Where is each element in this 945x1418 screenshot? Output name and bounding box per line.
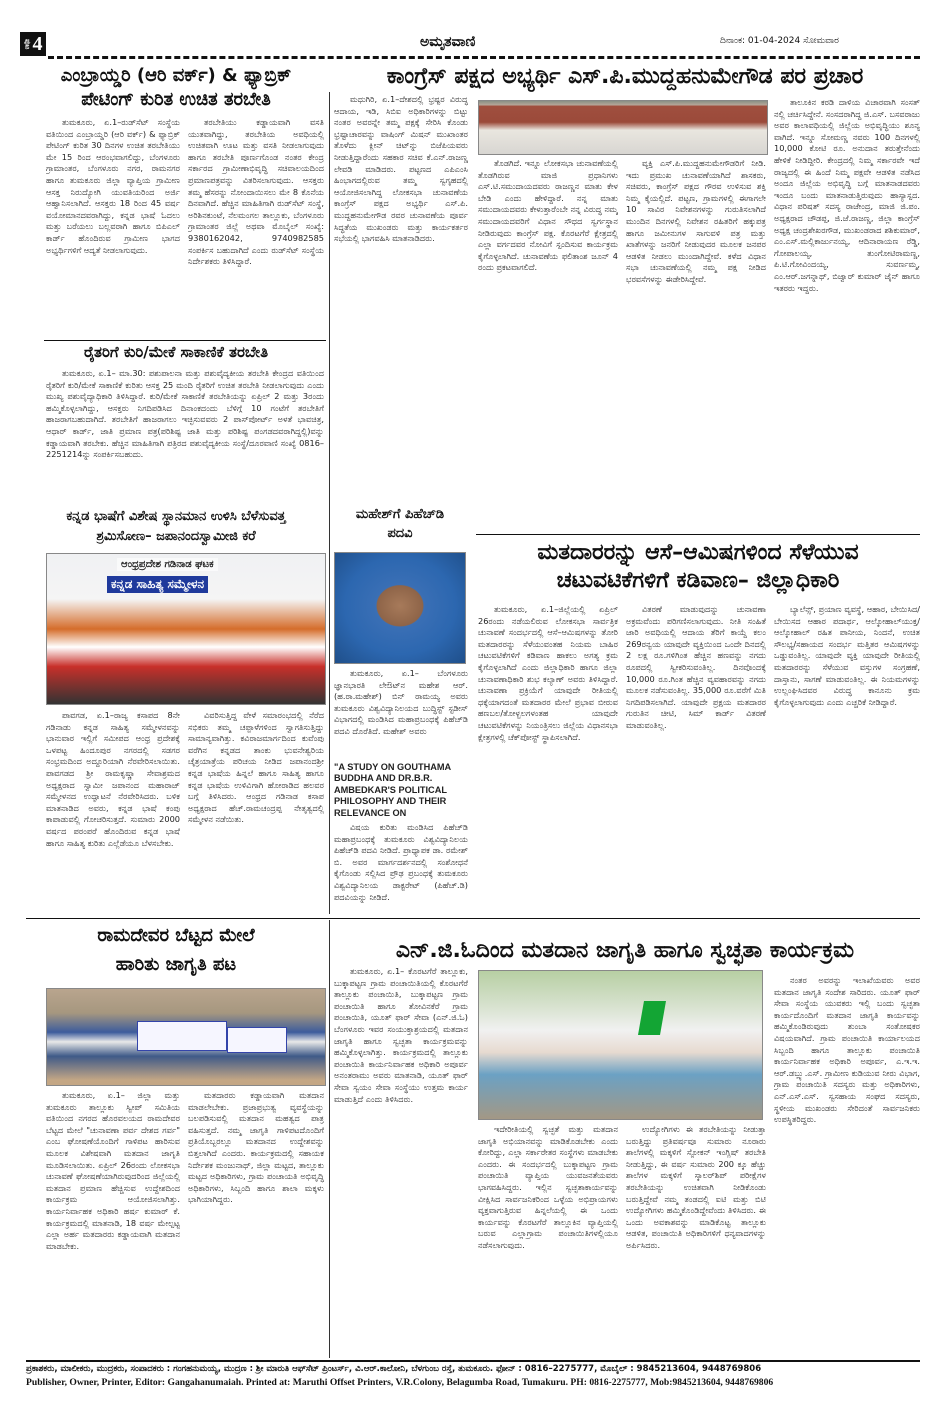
- voters-col3-text: ಬ್ಯಾಲೆನ್ಸ್, ಪ್ರಯಾಣ ವ್ಯವಸ್ಥೆ, ಆಹಾರ, ಬೇಯಿಸಿದ/ ಬೇಯಿಸದ ಆಹಾರ ಪದಾರ್ಥ, ಆಲ್ಕೋಹಾಲ್‌ಯುಕ್ತ/ ಆಲ್ಕೋಹಾಲ್ ರಹಿತ ಪಾನೀಯ, ನಿಂದನೆ, ಉಚಿತ ಸೌಲಭ್ಯ/ಸಹಾಯದ ಸಂದರ್ಭ ಮತ್ತಿತರ ಆಮಿಷಗಳನ್ನು ಒಡ್ಡುವಂತಿಲ್ಲ. ಯಾವುದೇ ವ್ಯಕ್ತಿ ಯಾವುದೇ ರೀತಿಯಲ್ಲಿ ಮತದಾರರನ್ನು ಸೆಳೆಯುವ ವಸ್ತುಗಳ ಸಂಗ್ರಹಣೆ, ದಾಸ್ತಾನು, ಸಾಗಣೆ ಮಾಡುವಂತಿಲ್ಲ. ಈ ನಿಯಮಗಳನ್ನು ಉಲ್ಲಂಘಿಸಿದವರ ವಿರುದ್ಧ ಕಾನೂನು ಕ್ರಮ ಕೈಗೊಳ್ಳಲಾಗುವುದು ಎಂದು ಎಚ್ಚರಿಕೆ ನೀಡಿದ್ದಾರೆ.: [774, 604, 920, 707]
- column-divider: [329, 92, 330, 914]
- voters-col2-text: ವಿತರಣೆ ಮಾಡುವುದನ್ನು ಚುನಾವಣಾ ಅಕ್ರಮವೆಂದು ಪರಿಗಣಿಸಲಾಗುವುದು. ನೀತಿ ಸಂಹಿತೆ ಜಾರಿ ಅವಧಿಯಲ್ಲಿ ಆದಾಯ ತೆರಿಗೆ ಕಾಯ್ದೆ ಕಲಂ 269ರನ್ವಯ ಯಾವುದೇ ವ್ಯಕ್ತಿಯಿಂದ ಒಂದೇ ದಿನದಲ್ಲಿ 2 ಲಕ್ಷ ರೂ.ಗಳಿಗಿಂತ ಹೆಚ್ಚಿನ ಹಣವನ್ನು ನಗದು ರೂಪದಲ್ಲಿ ಸ್ವೀಕರಿಸುವಂತಿಲ್ಲ. ದಿನವೊಂದಕ್ಕೆ 10,000 ರೂ.ಗಿಂತ ಹೆಚ್ಚಿನ ವ್ಯವಹಾರವನ್ನು ನಗದು ಮೂಲಕ ನಡೆಸುವಂತಿಲ್ಲ. 35,000 ರೂ.ವರೆಗೆ ಮಿತಿ ನಿಗದಿಪಡಿಸಲಾಗಿದೆ. ಯಾವುದೇ ಪ್ರಕ್ಷಯ ಮತದಾರರ ಗುರುತಿನ ಚೀಟಿ, ಸಿಮ್ ಕಾರ್ಡ್ ವಿತರಣೆ ಮಾಡುವಂತಿಲ್ಲ.: [626, 604, 766, 730]
- voters-body-col2: [626, 604, 766, 912]
- footer-imprint-english: Publisher, Owner, Printer, Editor: Gangahanumaiah. Printed at: Maruthi Offset Printers, V.R.Colony, Belagumba Road, Tumakuru. PH: 0816-2275777, Mob:9845213604, 9448769806: [26, 1377, 774, 1388]
- mahesh-portrait-photo: [334, 552, 466, 664]
- voters-headline-2: ಚಟುವಟಿಕೆಗಳಿಗೆ ಕಡಿವಾಣ– ಜಿಲ್ಲಾಧಿಕಾರಿ: [556, 568, 840, 593]
- mahesh-body-1-text: ತುಮಕೂರು, ಏ.1– ಬೆಂಗಳೂರು ಜ್ಞಾನಭಾರತಿ ಲೇಔಟ್‌ನ ಮಹೇಶ ಆರ್. (ಹ.ರಾ.ಮಹೇಶ್) ಬಿನ್ ರಾಮಯ್ಯ ಅವರು ತುಮಕೂರು ವಿಶ್ವವಿದ್ಯಾನಿಲಯದ ಬುದ್ಧಿಸ್ಟ್ ಸ್ಟಡೀಸ್ ವಿಭಾಗದಲ್ಲಿ ಮಂಡಿಸಿದ ಮಹಾಪ್ರಬಂಧಕ್ಕೆ ಪಿಹೆಚ್‌ಡಿ ಪದವಿ ದೊರೆತಿದೆ. ಮಹೇಶ್ ಅವರು: [334, 668, 468, 736]
- page-number: 4: [32, 32, 43, 55]
- masthead-rule: [48, 56, 920, 59]
- kite-headline-1: ರಾಮದೇವರ ಬೆಟ್ಟದ ಮೇಲೆ: [97, 925, 255, 946]
- congress-rally-photo: [478, 100, 768, 155]
- kite-col1-text: ತುಮಕೂರು, ಏ.1– ಜಿಲ್ಲಾ ಮತ್ತು ತುಮಕೂರು ತಾಲ್ಲೂಕು ಸ್ವೀಪ್ ಸಮಿತಿಯ ವತಿಯಿಂದ ನಗರದ ಹೊರವಲಯದ ರಾಮದೇವರ ಬೆಟ್ಟದ ಮೇಲೆ "ಚುನಾವಣಾ ಪರ್ವ ದೇಶದ ಗರ್ವ" ಎಂಬ ಘೋಷಣೆಯೊಂದಿಗೆ ಗಾಳಿಪಟ ಹಾರಿಸುವ ಮೂಲಕ ವಿಶೇಷವಾಗಿ ಮತದಾನ ಜಾಗೃತಿ ಮೂಡಿಸಲಾಯಿತು. ಏಪ್ರಿಲ್ 26ರಂದು ಲೋಕಸಭಾ ಚುನಾವಣೆ ಘೋಷಣೆಯಾಗಿರುವುದರಿಂದ ಜಿಲ್ಲೆಯಲ್ಲಿ ಮತದಾನ ಪ್ರಮಾಣ ಹೆಚ್ಚಿಸುವ ಉದ್ದೇಶದಿಂದ ಕಾರ್ಯಕ್ರಮ ಆಯೋಜಿಸಲಾಗಿತ್ತು. ಕಾರ್ಯನಿರ್ವಾಹಕ ಅಧಿಕಾರಿ ಹರ್ಷ ಕುಮಾರ್ ಕೆ. ಕಾರ್ಯಕ್ರಮದಲ್ಲಿ ಮಾತನಾಡಿ, 18 ವರ್ಷ ಮೇಲ್ಪಟ್ಟ ಎಲ್ಲಾ ಅರ್ಹ ಮತದಾರರು ಕಡ್ಡಾಯವಾಗಿ ಮತದಾನ ಮಾಡಬೇಕು.: [46, 1090, 180, 1251]
- mahesh-headline-2: ಪದವಿ: [387, 526, 413, 541]
- photo-banner-ghataka: ಆಂಧ್ರಪ್ರದೇಶ ಗಡಿನಾಡ ಘಟಕ: [117, 558, 218, 571]
- congress-headline: ಕಾಂಗ್ರೆಸ್ ಪಕ್ಷದ ಅಭ್ಯರ್ಥಿ ಎಸ್.ಪಿ.ಮುದ್ದಹನುಮೇಗೌಡ ಪರ ಪ್ರಚಾರ: [386, 64, 864, 89]
- congress-body-col1: [334, 94, 468, 504]
- footer-rule: [26, 1360, 920, 1362]
- congress-col4-text: ತಾಲೂಕಿನ ಕರಡಿ ದಾಳಿಯ ವಿಚಾರವಾಗಿ ಸಂಸತ್ ನಲ್ಲಿ ಚರ್ಚಿಸಿದ್ದೇನೆ. ಸಂಸದರಾಗಿದ್ದ ಜಿ.ಎಸ್. ಬಸವರಾಜು ಅವರ ಕಾಲಾವಧಿಯಲ್ಲಿ ಜಿಲ್ಲೆಯ ಅಭಿವೃದ್ಧಿಯು ಶೂನ್ಯ ವಾಗಿದೆ. ಇನ್ನೂ ಸೋಮಣ್ಣ ನವರು 100 ದಿನಗಳಲ್ಲಿ 10,000 ಕೋಟಿ ರೂ. ಅನುದಾನ ತರುತ್ತೇನೆಂದು ಹೇಳಿಕೆ ನೀಡಿದ್ದೀರಿ. ಕೇಂದ್ರದಲ್ಲಿ ನಿಮ್ಮ ಸರ್ಕಾರವೇ ಇದೆ ರಾಜ್ಯದಲ್ಲಿ ಈ ಹಿಂದೆ ನಿಮ್ಮ ಪಕ್ಷವೇ ಆಡಳಿತ ನಡೆಸಿದ ಅಂದೂ ಜಿಲ್ಲೆಯ ಅಭಿವೃದ್ಧಿ ಬಗ್ಗೆ ಮಾತನಾಡದವರು ಇಂದೂ ಬಂದು ಮಾತನಾಡುತ್ತಿರುವುದು ಹಾಸ್ಯಾಸ್ಪದ. ವಿಧಾನ ಪರಿಷತ್ ಸದಸ್ಯ ರಾಜೇಂದ್ರ, ಮಾಜಿ ಜಿ.ಪಂ. ಅಧ್ಯಕ್ಷರಾದ ಚೌಡಪ್ಪ, ಜಿ.ಜೆ.ರಾಜಣ್ಣ, ಜಿಲ್ಲಾ ಕಾಂಗ್ರೆಸ್ ಅಧ್ಯಕ್ಷ ಚಂದ್ರಶೇಖರಗೌಡ, ಮುಖಂಡರಾದ ಶಶಿಕುಮಾರ್, ಎಂ.ಎಸ್.ಮಲ್ಲಿಕಾರ್ಜುನಯ್ಯ, ಆದಿನಾರಾಯಣ ರೆಡ್ಡಿ, ಗೋಪಾಲಯ್ಯ, ತುಂಗೋಟಿರಾಮಣ್ಣ, ಪಿ.ಟಿ.ಗೋವಿಂದಯ್ಯ, ಸುವರ್ಣಮ್ಮ, ಎಂ.ಆರ್.ಜಗನ್ನಾಥ್, ಬಿಜ್ವಾರ್ ಕುಮಾರ್ ಜೈನ್ ಹಾಗೂ ಇತರರು ಇದ್ದರು.: [774, 97, 920, 293]
- voters-headline-1: ಮತದಾರರನ್ನು ಆಸೆ–ಆಮಿಷಗಳಿಂದ ಸೆಳೆಯುವ: [537, 540, 859, 565]
- congress-col3-text: ವ್ಯಕ್ತಿ ಎಸ್.ಪಿ.ಮುದ್ದಹನುಮೇಗೌಡರಿಗೆ ನೀಡಿ. ಇದು ಪ್ರಮುಖ ಚುನಾವಣೆಯಾಗಿದೆ ಶಾಸಕರು, ಸಚಿವರು, ಕಾಂಗ್ರೆಸ್ ಪಕ್ಷದ ಗೌರವ ಉಳಿಸುವ ಶಕ್ತಿ ನಿಮ್ಮ ಕೈಯಲ್ಲಿದೆ. ಪಟ್ಟಣ, ಗ್ರಾಮಗಳಲ್ಲಿ ಈಗಾಗಲೇ 10 ಸಾವಿರ ನಿವೇಶನಗಳನ್ನು ಗುರುತಿಸಲಾಗಿದೆ ಮುಂದಿನ ದಿನಗಳಲ್ಲಿ ನಿವೇಶನ ರಹಿತರಿಗೆ ಹಕ್ಕುಪತ್ರ ಹಾಗೂ ಜಮೀನುಗಳ ಸಾಗುವಳಿ ಪತ್ರ ಮತ್ತು ಖಾತೆಗಳನ್ನು ಜನರಿಗೆ ನೀಡುವುದರ ಮೂಲಕ ಜನಪರ ಆಡಳಿತ ನೀಡಲು ಮುಂದಾಗಿದ್ದೇವೆ. ಕಳೆದ ವಿಧಾನ ಸಭಾ ಚುನಾವಣೆಯಲ್ಲಿ ನಮ್ಮ ಪಕ್ಷ ನೀಡಿದ ಭರವಸೆಗಳನ್ನು ಈಡೇರಿಸಿದ್ದೇವೆ.: [626, 158, 766, 284]
- congress-body-col2: [478, 158, 618, 530]
- mahesh-body-2: [334, 822, 468, 914]
- kite-body-col2: [188, 1090, 324, 1356]
- paper-name: ಅಮೃತವಾಣಿ: [420, 34, 476, 50]
- ngo-col3-text: ಉದ್ಯೋಗಿಗಳು ಈ ತರಬೇತಿಯನ್ನು ನೀಡುತ್ತಾ ಬರುತ್ತಿದ್ದು ಪ್ರತಿವರ್ಷವೂ ಸುಮಾರು ನೂರಾರು ಶಾಲೆಗಳಲ್ಲಿ ಮಕ್ಕಳಿಗೆ ಸ್ಪೋಕನ್ ಇಂಗ್ಲಿಷ್ ತರಬೇತಿ ನೀಡುತ್ತಿದ್ದು, ಈ ವರ್ಷ ಸುಮಾರು 200 ಕ್ಕೂ ಹೆಚ್ಚು ಶಾಲೆಗಳ ಮಕ್ಕಳಿಗೆ ಸ್ಕಾಲರ್‌ಶಿಪ್ ಪರೀಕ್ಷೆಗಳ ತರಬೇತಿಯನ್ನು ಉಚಿತವಾಗಿ ನೀಡಿಕೊಂಡು ಬರುತ್ತಿದ್ದೇವೆ ನಮ್ಮ ತಂಡದಲ್ಲಿ ಐಟಿ ಮತ್ತು ಬಿಟಿ ಉದ್ಯೋಗಿಗಳು ಹಮ್ಮಿಕೊಂಡಿದ್ದೇವೆಂದು ತಿಳಿಸಿದರು. ಈ ಒಂದು ಅವಕಾಶವನ್ನು ಮಾಡಿಕೊಟ್ಟ ತಾಲ್ಲೂಕು ಆಡಳಿತ, ಪಂಚಾಯಿತಿ ಅಧಿಕಾರಿಗಳಿಗೆ ಧನ್ಯವಾದಗಳನ್ನು ಅರ್ಪಿಸಿದರು.: [626, 1124, 766, 1250]
- embroidery-headline-2: ಪೇಟಿಂಗ್ ಕುರಿತ ಉಚಿತ ತರಬೇತಿ: [81, 89, 271, 110]
- embroidery-headline-1: ಎಂಬ್ರಾಯ್ಡರಿ (ಆರಿ ವರ್ಕ್) & ಫ್ಯಾಬ್ರಿಕ್: [60, 65, 292, 86]
- ngo-flag-off-photo: [478, 970, 763, 1120]
- mahesh-thesis-title: "A STUDY ON GOUTHAMA BUDDHA AND DR.B.R. AMBEDKAR'S POLITICAL PHILOSOPHY AND THEIR RELEVANCE ON: [334, 762, 451, 818]
- sheep-body-text: ತುಮಕೂರು, ಏ.1– ಮಾ.30: ಪಶುಪಾಲನಾ ಮತ್ತು ಪಶುವೈದ್ಯಕೀಯ ತರಬೇತಿ ಕೇಂದ್ರದ ವತಿಯಿಂದ ರೈತರಿಗೆ ಕುರಿ/ಮೇಕೆ ಸಾಕಾಣಿಕೆ ಕುರಿತು ಆಸಕ್ತ 25 ಮಂದಿ ರೈತರಿಗೆ ಉಚಿತ ತರಬೇತಿ ನೀಡಲಾಗುವುದು ಎಂದು ಮುಖ್ಯ ಪಶುವೈದ್ಯಾಧಿಕಾರಿ ತಿಳಿಸಿದ್ದಾರೆ. ಕುರಿ/ಮೇಕೆ ಸಾಕಾಣಿಕೆ ತರಬೇತಿಯನ್ನು ಏಪ್ರಿಲ್ 2 ಮತ್ತು 3ರಂದು ಹಮ್ಮಿಕೊಳ್ಳಲಾಗಿದ್ದು, ಆಸಕ್ತರು ನಿಗದಿಪಡಿಸಿದ ದಿನಾಂಕದಂದು ಬೆಳಿಗ್ಗೆ 10 ಗಂಟೆಗೆ ತರಬೇತಿಗೆ ಹಾಜರಾಗಬಹುದಾಗಿದೆ. ತರಬೇತಿಗೆ ಹಾಜರಾಗಲು ಇಚ್ಛಿಸುವವರು 2 ಪಾಸ್‌ಪೋರ್ಟ್ ಅಳತೆ ಭಾವಚಿತ್ರ, ಆಧಾರ್ ಕಾರ್ಡ್, ಜಾತಿ ಪ್ರಮಾಣ ಪತ್ರ(ಪರಿಶಿಷ್ಟ ಜಾತಿ ಮತ್ತು ಪರಿಶಿಷ್ಟ ಪಂಗಡದವರಾಗಿದ್ದಲ್ಲಿ)ವನ್ನು ಕಡ್ಡಾಯವಾಗಿ ತರಬೇಕು. ಹೆಚ್ಚಿನ ಮಾಹಿತಿಗಾಗಿ ಪತ್ರಿರದ ಪಶುವೈದ್ಯಕೀಯ ಸಂಸ್ಥೆ/ದೂರವಾಣಿ ಸಂಖ್ಯೆ 0816–2251214ನ್ನು ಸಂಪರ್ಕಿಸಬಹುದು.: [46, 368, 324, 460]
- embroidery-col1-text: ತುಮಕೂರು, ಏ.1–ರುಡ್‌ಸೆಟ್ ಸಂಸ್ಥೆಯ ವತಿಯಿಂದ ಎಂಬ್ರಾಯ್ಡರಿ (ಆರಿ ವರ್ಕ್) & ಫ್ಯಾಬ್ರಿಕ್ ಪೇಟಿಂಗ್ ಕುರಿತ 30 ದಿನಗಳ ಉಚಿತ ತರಬೇತಿಯು ಮೇ 15 ರಿಂದ ಆರಂಭವಾಗಲಿದ್ದು, ಬೆಂಗಳೂರು ಗ್ರಾಮಾಂತರ, ಬೆಂಗಳೂರು ನಗರ, ರಾಮನಗರ ಹಾಗೂ ತುಮಕೂರು ಜಿಲ್ಲಾ ವ್ಯಾಪ್ತಿಯ ಗ್ರಾಮೀಣ ಆಸಕ್ತ ನಿರುದ್ಯೋಗಿ ಯುವತಿಯರಿಂದ ಅರ್ಜಿ ಆಹ್ವಾನಿಸಲಾಗಿದೆ. ಆಸಕ್ತರು 18 ರಿಂದ 45 ವರ್ಷ ವಯೋಮಾನದವರಾಗಿದ್ದು, ಕನ್ನಡ ಭಾಷೆ ಓದಲು ಮತ್ತು ಬರೆಯಲು ಬಲ್ಲವರಾಗಿ ಹಾಗೂ ಬಿಪಿಎಲ್ ಕಾರ್ಡ್ ಹೊಂದಿರುವ ಗ್ರಾಮೀಣ ಭಾಗದ ಅಭ್ಯರ್ಥಿಗಳಿಗೆ ಆದ್ಯತೆ ನೀಡಲಾಗುವುದು.: [46, 117, 180, 255]
- kannada-status-headline-1: ಕನ್ನಡ ಭಾಷೆಗೆ ವಿಶೇಷ ಸ್ಥಾನಮಾನ ಉಳಿಸಿ ಬೆಳೆಸುವತ್ತ: [66, 509, 286, 524]
- voters-col1-text: ತುಮಕೂರು, ಏ.1–ಜಿಲ್ಲೆಯಲ್ಲಿ ಏಪ್ರಿಲ್ 26ರಂದು ನಡೆಯಲಿರುವ ಲೋಕಸಭಾ ಸಾರ್ವತ್ರಿಕ ಚುನಾವಣೆ ಸಂದರ್ಭದಲ್ಲಿ ಆಸೆ–ಆಮಿಷಗಳನ್ನು ತೋರಿ ಮತದಾರರನ್ನು ಸೆಳೆಯುವಂತಹ ನಿಯಮ ಬಾಹಿರ ಚಟುವಟಿಕೆಗಳಿಗೆ ಕಡಿವಾಣ ಹಾಕಲು ಅಗತ್ಯ ಕ್ರಮ ಕೈಗೊಳ್ಳಲಾಗಿದೆ ಎಂದು ಜಿಲ್ಲಾಧಿಕಾರಿ ಹಾಗೂ ಜಿಲ್ಲಾ ಚುನಾವಣಾಧಿಕಾರಿ ಶುಭ ಕಲ್ಯಾಣ್ ಅವರು ತಿಳಿಸಿದ್ದಾರೆ. ಚುನಾವಣಾ ಪ್ರಕ್ರಿಯೆಗೆ ಯಾವುದೇ ರೀತಿಯಲ್ಲಿ ಧಕ್ಕೆಯಾಗದಂತೆ ಮತದಾರರ ಮೇಲೆ ಪ್ರಭಾವ ಬೀರುವ ಹಣಬಲ/ತೋಳ್ಬಲಗಳಂತಹ ಯಾವುದೇ ಚಟುವಟಿಕೆಗಳನ್ನು ನಿಯಂತ್ರಿಸಲು ಜಿಲ್ಲೆಯ ವಿಧಾನಸಭಾ ಕ್ಷೇತ್ರಗಳಲ್ಲಿ ಚೆಕ್‌ಪೋಸ್ಟ್ ಸ್ಥಾಪಿಸಲಾಗಿದೆ.: [478, 604, 618, 742]
- voters-body-col3: [774, 604, 920, 912]
- embroidery-col2-text: ತರಬೇತಿಯು ಕಡ್ಡಾಯವಾಗಿ ವಸತಿ ಯುತವಾಗಿದ್ದು, ತರಬೇತಿಯ ಅವಧಿಯಲ್ಲಿ ಉಚಿತವಾಗಿ ಊಟ ಮತ್ತು ವಸತಿ ನೀಡಲಾಗುವುದು ಹಾಗೂ ತರಬೇತಿ ಪೂರ್ಣಗೊಂಡ ನಂತರ ಕೇಂದ್ರ ಸರ್ಕಾರದ ಗ್ರಾಮೀಣಾಭಿವೃದ್ಧಿ ಸಚಿವಾಲಯದಿಂದ ಪ್ರಮಾಣಪತ್ರವನ್ನು ವಿತರಿಸಲಾಗುವುದು. ಆಸಕ್ತರು ತಮ್ಮ ಹೆಸರನ್ನು ನೋಂದಾಯಿಸಲು ಮೇ 8 ಕೊನೆಯ ದಿನವಾಗಿದೆ. ಹೆಚ್ಚಿನ ಮಾಹಿತಿಗಾಗಿ ರುಡ್‌ಸೆಟ್ ಸಂಸ್ಥೆ, ಅರಿಶಿನಕುಂಟೆ, ನೆಲಮಂಗಲ ತಾಲ್ಲೂಕು, ಬೆಂಗಳೂರು ಗ್ರಾಮಾಂತರ ಜಿಲ್ಲೆ ಅಥವಾ ಮೊಬೈಲ್ ಸಂಖ್ಯೆ: 9380162042, 9740982585 ಸಂಪರ್ಕಿಸ ಬಹುದಾಗಿದೆ ಎಂದು ರುಡ್‌ಸೆಟ್ ಸಂಸ್ಥೆಯ ನಿರ್ದೇಶಕರು ತಿಳಿಸಿದ್ದಾರೆ.: [188, 117, 324, 267]
- mahesh-body-1: [334, 668, 468, 760]
- ngo-body-col1: [334, 966, 468, 1356]
- date-line: ದಿನಾಂಕ: 01-04-2024 ಸೋಮವಾರ: [720, 36, 839, 46]
- kannada-status-body-col2: [188, 710, 324, 915]
- divider: [476, 534, 920, 535]
- kannada-status-body-col1: [46, 710, 180, 915]
- green-flag-icon: [638, 1001, 666, 1035]
- embroidery-body-col2: [188, 117, 324, 335]
- ngo-body-col2: [478, 1124, 618, 1356]
- mahesh-body-2-text: ವಿಷಯ ಕುರಿತು ಮಂಡಿಸಿದ ಪಿಹೆಚ್‌ಡಿ ಮಹಾಪ್ರಬಂಧಕ್ಕೆ ತುಮಕೂರು ವಿಶ್ವವಿದ್ಯಾನಿಲಯ ಪಿಹೆಚ್‌ಡಿ ಪದವಿ ನೀಡಿದೆ. ಪ್ರಾಧ್ಯಾಪಕ ಡಾ. ರಮೇಶ್ ಬಿ. ಅವರ ಮಾರ್ಗದರ್ಶನದಲ್ಲಿ ಸಂಶೋಧನೆ ಕೈಗೊಂಡು ಸಲ್ಲಿಸಿದ ಪ್ರೌಢ ಪ್ರಬಂಧಕ್ಕೆ ತುಮಕೂರು ವಿಶ್ವವಿದ್ಯಾನಿಲಯ ಡಾಕ್ಟರೇಟ್ (ಪಿಹೆಚ್.ಡಿ) ಪದವಿಯನ್ನು ನೀಡಿದೆ.: [334, 822, 468, 902]
- kannada-status-headline-2: ಶ್ರಮಿಸೋಣ– ಜಪಾನಂದಸ್ವಾಮೀಜಿ ಕರೆ: [96, 529, 256, 544]
- sheep-headline: ರೈತರಿಗೆ ಕುರಿ/ಮೇಕೆ ಸಾಕಾಣಿಕೆ ತರಬೇತಿ: [83, 343, 269, 361]
- congress-body-col3: [626, 158, 766, 530]
- kite-awareness-photo: [46, 988, 326, 1086]
- mahesh-headline-1: ಮಹೇಶ್‌ಗೆ ಪಿಹೆಚ್‌ಡಿ: [355, 507, 445, 522]
- footer-imprint-kannada: ಪ್ರಕಾಶಕರು, ಮಾಲೀಕರು, ಮುದ್ರಕರು, ಸಂಪಾದಕರು : ಗಂಗಹನುಮಯ್ಯ, ಮುದ್ರಣ : ಶ್ರೀ ಮಾರುತಿ ಆಫ್‌ಸೆಟ್ ಪ್ರಿಂಟರ್ಸ್, ವಿ.ಆರ್.ಕಾಲೋನಿ, ಬೆಳಗುಂಬ ರಸ್ತೆ, ತುಮಕೂರು. ಫೋನ್ : 0816–2275777, ಮೊಬೈಲ್ : 9845213604, 9448769806: [26, 1364, 762, 1374]
- voters-body-col1: [478, 604, 618, 912]
- ngo-col2-text: ಇದೇರೀತಿಯಲ್ಲಿ ಸ್ವಚ್ಛತೆ ಮತ್ತು ಮತದಾನ ಜಾಗೃತಿ ಅಭಿಯಾನವನ್ನು ಮಾಡಿಕೊಡಬೇಕು ಎಂದು ಕೋರಿದ್ದು, ಎಲ್ಲಾ ಸರ್ಕಾರೇತರ ಸಂಸ್ಥೆಗಳು ಮಾಡಬೇಕು ಎಂದರು. ಈ ಸಂದರ್ಭದಲ್ಲಿ ಬುಕ್ಕಾಪಟ್ಟಣ ಗ್ರಾಮ ಪಂಚಾಯಿತಿ ವ್ಯಾಪ್ತಿಯ ಯುವಜನತೆಯವರು ಭಾಗವಹಿಸಿದ್ದರು. ಇಲ್ಲಿನ ಸ್ವಚ್ಛತಾಕಾರ್ಯವನ್ನು ವೀಕ್ಷಿಸಿದ ಸಾರ್ವಜನಿಕರಿಂದ ಒಳ್ಳೆಯ ಅಭಿಪ್ರಾಯಗಳು ವ್ಯಕ್ತವಾಗುತ್ತಿರುವ ಹಿನ್ನಲೆಯಲ್ಲಿ ಈ ಒಂದು ಕಾರ್ಯವನ್ನು ಕೊರಟಗೆರೆ ತಾಲ್ಲೂಕಿನ ವ್ಯಾಪ್ತಿಯಲ್ಲಿ ಬರುವ ಎಲ್ಲಾಗ್ರಾಮ ಪಂಚಾಯಿತಿಗಳಲ್ಲಿಯೂ ನಡೆಸಲಾಗುವುದು.: [478, 1124, 618, 1250]
- ngo-col1-text: ತುಮಕೂರು, ಏ.1– ಕೊರಟಗೆರೆ ತಾಲ್ಲೂಕು, ಬುಕ್ಕಾಪಟ್ಟಣ ಗ್ರಾಮ ಪಂಚಾಯಿತಿಯಲ್ಲಿ ಕೊರಟಗೆರೆ ತಾಲ್ಲೂಕು ಪಂಚಾಯಿತಿ, ಬುಕ್ಕಾಪಟ್ಟಣ ಗ್ರಾಮ ಪಂಚಾಯಿತಿ ಹಾಗೂ ತೋವಿನಕೆರೆ ಗ್ರಾಮ ಪಂಚಾಯಿತಿ, ಯೂತ್ ಫಾರ್ ಸೇವಾ (ಎನ್.ಜಿ.ಓ) ಬೆಂಗಳೂರು ಇವರ ಸಂಯುಕ್ತಾಶ್ರಯದಲ್ಲಿ ಮತದಾನ ಜಾಗೃತಿ ಹಾಗೂ ಸ್ವಚ್ಛತಾ ಕಾರ್ಯಕ್ರಮವನ್ನು ಹಮ್ಮಿಕೊಳ್ಳಲಾಗಿತ್ತು. ಕಾರ್ಯಕ್ರಮದಲ್ಲಿ ತಾಲ್ಲೂಕು ಪಂಚಾಯಿತಿ ಕಾರ್ಯನಿರ್ವಾಹಕ ಅಧಿಕಾರಿ ಅಪೂರ್ವ ಅನಂತರಾಮು ಅವರು ಮಾತನಾಡಿ, ಯೂತ್ ಫಾರ್ ಸೇವಾ ಸ್ವಯಂ ಸೇವಾ ಸಂಸ್ಥೆಯು ಉತ್ತಮ ಕಾರ್ಯ ಮಾಡುತ್ತಿದೆ ಎಂದು ತಿಳಿಸಿದರು.: [334, 966, 468, 1104]
- divider: [26, 918, 920, 919]
- divider: [44, 340, 326, 341]
- embroidery-body-col1: [46, 117, 180, 335]
- awareness-banner: [227, 1027, 287, 1053]
- award-ceremony-photo: [46, 553, 326, 705]
- photo-banner-sammelana: ಕನ್ನಡ ಸಾಹಿತ್ಯ ಸಮ್ಮೇಳನ: [107, 576, 208, 593]
- kite-body-col1: [46, 1090, 180, 1356]
- congress-col2-text: ತೊಡಗಿದೆ. ಇನ್ನೂ ಲೋಕಸಭಾ ಚುನಾವಣೆಯಲ್ಲಿ ತೊಡಗಿರುವ ಮಾಜಿ ಪ್ರಧಾನಿಗಳು ಎಸ್.ಟಿ.ಸಮುದಾಯದವರು ರಾಜಣ್ಣನ ಮಾತು ಕೇಳ ಬೇಡಿ ಎಂದು ಹೇಳಿದ್ದಾರೆ. ನನ್ನ ಮಾತು ಸಮುದಾಯದವರು ಕೇಳುತ್ತಾರೆಂಬೇ ನನ್ನ ವಿರುದ್ಧ ನಮ್ಮ ಸಮುದಾಯದವರಿಗೆ ವಿಧಾನ ಸೌಧದ ಸ್ವರ್ಗಸ್ಥಾನ ನೀಡಿರುವುದು ಕಾಂಗ್ರೆಸ್ ಪಕ್ಷ. ಕೊರಟಗೆರೆ ಕ್ಷೇತ್ರದಲ್ಲಿ ಎಲ್ಲಾ ವರ್ಗದವರ ನೋವಿಗೆ ಸ್ಪಂದಿಸುವ ಕಾರ್ಯಕ್ರಮ ಕೈಗೊಳ್ಳಲಾಗಿದೆ. ಚುನಾವಣೆಯ ಫಲಿತಾಂಶ ಜೂನ್ 4 ರಂದು ಪ್ರಕಟವಾಗಲಿದೆ.: [478, 158, 618, 273]
- congress-body-col4: [774, 97, 920, 529]
- congress-col1-text: ಮಧುಗಿರಿ, ಏ.1–ದೇಶದಲ್ಲಿ ಭ್ರಷ್ಟರ ವಿರುದ್ಧ ಆದಾಯ, ಇಡಿ, ಸಿಬಿಐ ಅಧಿಕಾರಿಗಳನ್ನು ಬಿಟ್ಟು ನಂತರ ಅವರನ್ನೇ ತಮ್ಮ ಪಕ್ಷಕ್ಕೆ ಸೇರಿಸಿ ಕೊಂಡು ಭ್ರಷ್ಟಾಚಾರವನ್ನು ವಾಷಿಂಗ್ ಮಿಷನ್ ಮುಖಾಂತರ ತೊಳೆದು ಕ್ಲೀನ್ ಚಿಟ್‌ನ್ನು ಬಿಜೆಪಿಯವರು ನೀಡುತ್ತಿದ್ದಾರೆಂದು ಸಹಕಾರ ಸಚಿವ ಕೆ.ಎನ್.ರಾಜಣ್ಣ ಲೇವಡಿ ಮಾಡಿದರು. ಪಟ್ಟಣದ ಎಪಿಎಂಸಿ ಹಿಂಭಾಗದಲ್ಲಿರುವ ತಮ್ಮ ಸ್ವಗೃಹದಲ್ಲಿ ಆಯೋಜಿಸಲಾಗಿದ್ದ ಲೋಕಸಭಾ ಚುನಾವಣೆಯ ಕಾಂಗ್ರೆಸ್ ಪಕ್ಷದ ಅಭ್ಯರ್ಥಿ ಎಸ್.ಪಿ. ಮುದ್ದಹನುಮೇಗೌಡ ರವರ ಚುನಾವಣೆಯ ಪೂರ್ವ ಸಿದ್ಧತೆಯ ಮುಖಂಡರು ಮತ್ತು ಕಾರ್ಯಕರ್ತರ ಸಭೆಯಲ್ಲಿ ಭಾಗವಹಿಸಿ ಮಾತನಾಡಿದರು.: [334, 94, 468, 244]
- sheep-body: [46, 368, 324, 505]
- kite-headline-2: ಹಾರಿತು ಜಾಗೃತಿ ಪಟ: [115, 954, 237, 975]
- ngo-body-col3: [626, 1124, 766, 1356]
- ngo-col4-text: ನಂತರ ಅವರನ್ನು ಇಲಾಖೆಯವರು ಅವರ ಮತದಾನ ಜಾಗೃತಿ ಸಂದೇಶ ಸಾರಿದರು. ಯೂತ್ ಫಾರ್ ಸೇವಾ ಸಂಸ್ಥೆಯ ಯುವಕರು ಇಲ್ಲಿ ಬಂದು ಸ್ವಚ್ಛತಾ ಕಾರ್ಯದೊಂದಿಗೆ ಮತದಾನ ಜಾಗೃತಿ ಕಾರ್ಯವನ್ನು ಹಮ್ಮಿಕೊಂಡಿರುವುದು ತುಂಬಾ ಸಂತೋಷಕರ ವಿಷಯವಾಗಿದೆ. ಗ್ರಾಮ ಪಂಚಾಯಿತಿ ಕಾರ್ಯಾಲಯದ ಸಿಬ್ಬಂದಿ ಹಾಗೂ ತಾಲ್ಲೂಕು ಪಂಚಾಯಿತಿ ಕಾರ್ಯನಿರ್ವಾಹಕ ಅಧಿಕಾರಿ ಅಪೂರ್ವ, ಎ.ಇ.ಇ. ಆರ್.ಡಬ್ಲ್ಯು.ಎಸ್. ಗ್ರಾಮೀಣ ಕುಡಿಯುವ ನೀರು ವಿಭಾಗ, ಗ್ರಾಮ ಪಂಚಾಯಿತಿ ಸದಸ್ಯರು ಮತ್ತು ಅಧಿಕಾರಿಗಳು, ಎನ್.ಎಸ್.ಎಸ್. ಸ್ವಸಹಾಯ ಸಂಘದ ಸದಸ್ಯರು, ಸ್ಥಳೀಯ ಮುಖಂಡರು ಸೇರಿದಂತೆ ಸಾರ್ವಜನಿಕರು ಉಪಸ್ಥಿತರಿದ್ದರು.: [774, 975, 920, 1125]
- ngo-headline: ಎನ್.ಜಿ.ಓದಿಂದ ಮತದಾನ ಜಾಗೃತಿ ಹಾಗೂ ಸ್ವಚ್ಛತಾ ಕಾರ್ಯಕ್ರಮ: [395, 938, 855, 963]
- kannada-status-col2-text: ವಿವರಿಸುತ್ತಿದ್ದ ವೇಳೆ ಸಮಾರಂಭದಲ್ಲಿ ನೆರೆದ ಸಭಿಕರು ತಮ್ಮ ಚಪ್ಪಾಳೆಗಳಿಂದ ಸ್ವಾಗತಿಸುತ್ತಿದ್ದು ಸಾಮಾನ್ಯವಾಗಿತ್ತು. ಕವಿರಾಜಮಾರ್ಗದಿಂದ ಕುವೆಂಪು ವರೆಗಿನ ಕನ್ನಡದ ತಾಂಕು ಭುವನೇಶ್ವರಿಯ ಚೈತ್ರಯಾತ್ರೆಯ ಪರಿಚಯ ನೀಡಿದ ಜಪಾನಂದಶ್ರೀ ಕನ್ನಡ ಭಾಷೆಯ ಹಿನ್ನಲೆ ಹಾಗೂ ಸಾಹಿತ್ಯ ಹಾಗೂ ಕನ್ನಡ ಭಾಷೆಯ ಉಳಿವಿಗಾಗಿ ಹೋರಾಡಿದ ಹಲವರ ಬಗ್ಗೆ ತಿಳಿಸಿದರು. ಆಂಧ್ರದ ಗಡಿನಾಡ ಕಸಾಪ ಅಧ್ಯಕ್ಷರಾದ ಹೆಚ್.ರಾಮಚಂದ್ರಪ್ಪ ನೇತೃತ್ವದಲ್ಲಿ ಸಮ್ಮೇಳನ ನಡೆಯಿತು.: [188, 710, 324, 825]
- column-divider: [329, 920, 330, 1358]
- page-label: ಪುಟ: [23, 38, 32, 50]
- awareness-banner: [137, 1021, 227, 1051]
- ngo-body-col4: [774, 975, 920, 1356]
- page-number-badge: [20, 32, 46, 56]
- kite-col2-text: ಮತದಾರರು ಕಡ್ಡಾಯವಾಗಿ ಮತದಾನ ಮಾಡಲೇಬೇಕು. ಪ್ರಜಾಪ್ರಭುತ್ವ ವ್ಯವಸ್ಥೆಯನ್ನು ಬಲಪಡಿಸುವಲ್ಲಿ ಮತದಾನ ಮಹತ್ವದ ಪಾತ್ರ ವಹಿಸುತ್ತದೆ. ನಮ್ಮ ಜಾಗೃತಿ ಗಾಳಿಪಟದೊಂದಿಗೆ ಪ್ರತಿಯೊಬ್ಬರಲ್ಲೂ ಮತದಾನದ ಉದ್ದೇಶವನ್ನು ಬಿತ್ತಲಾಗಿದೆ ಎಂದರು. ಕಾರ್ಯಕ್ರಮದಲ್ಲಿ ಸಹಾಯಕ ನಿರ್ದೇಶಕ ಮಂಜುನಾಥ್, ಜಿಲ್ಲಾ ಮಟ್ಟದ, ತಾಲ್ಲೂಕು ಮಟ್ಟದ ಅಧಿಕಾರಿಗಳು, ಗ್ರಾಮ ಪಂಚಾಯತಿ ಅಭಿವೃದ್ಧಿ ಅಧಿಕಾರಿಗಳು, ಸಿಬ್ಬಂದಿ ಹಾಗೂ ಶಾಲಾ ಮಕ್ಕಳು ಭಾಗಿಯಾಗಿದ್ದರು.: [188, 1090, 324, 1205]
- kannada-status-col1-text: ಪಾವಗಡ, ಏ.1–ರಾಜ್ಯ ಕಸಾಪದ 8ನೇ ಗಡಿನಾಡು ಕನ್ನಡ ಸಾಹಿತ್ಯ ಸಮ್ಮೇಳನವನ್ನು ಭಾನುವಾರ ಇಲ್ಲಿಗೆ ಸಮೀಪದ ಆಂಧ್ರ ಪ್ರದೇಶಕ್ಕೆ ಒಳಪಟ್ಟ ಹಿಂದೂಪುರ ನಗರದಲ್ಲಿ ಸಡಗರ ಸಂಭ್ರಮದಿಂದ ಅದ್ದೂರಿಯಾಗಿ ನೆರವೇರಿಸಲಾಯಿತು. ಪಾವಗಡದ ಶ್ರೀ ರಾಮಕೃಷ್ಣಾ ಸೇವಾಶ್ರಮದ ಅಧ್ಯಕ್ಷರಾದ ಸ್ವಾಮೀ ಜಪಾನಂದ ಮಹಾರಾಜ್ ಸಮ್ಮೇಳನದ ಉದ್ಘಾಟನೆ ನೆರವೇರಿಸಿದರು. ಬಳಿಕ ಮಾತನಾಡಿದ ಅವರು, ಕನ್ನಡ ಭಾಷೆ ಕಂಪು ಕಾಪಾಡುವಲ್ಲಿ ಗೋಚರಿಸುತ್ತದೆ. ಸುಮಾರು 2000 ವರ್ಷದ ಪರಂಪರೆ ಹೊಂದಿರುವ ಕನ್ನಡ ಭಾಷೆ ಹಾಗೂ ಸಾಹಿತ್ಯ ಕುರಿತು ಎಲ್ಲೆಡೆಯೂ ಬೆಳಸಬೇಕು.: [46, 710, 180, 848]
